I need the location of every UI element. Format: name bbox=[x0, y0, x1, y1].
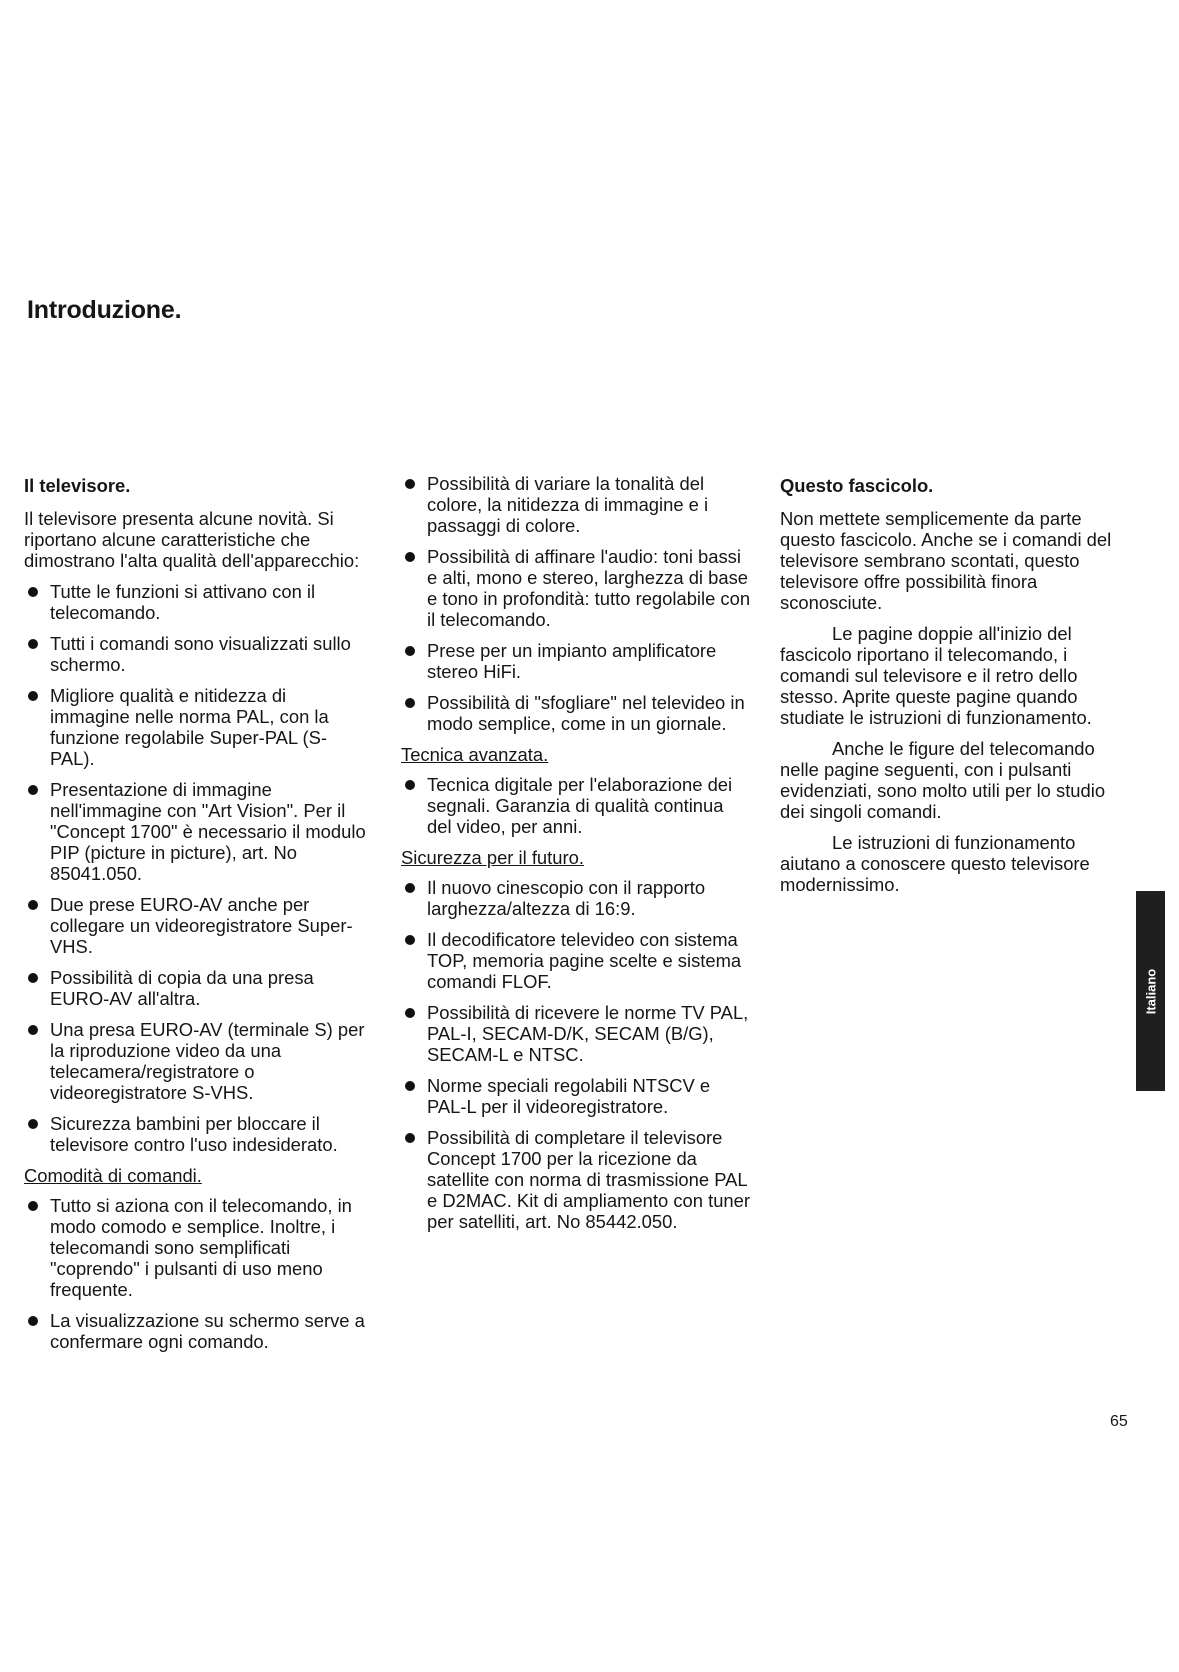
page-number: 65 bbox=[1110, 1413, 1128, 1430]
comodita-list bbox=[24, 1195, 369, 1352]
paragraph: Anche le figure del telecomando nelle pagine seguenti, con i pulsanti evidenziati, sono molto utili per lo studio dei singoli comandi. bbox=[780, 738, 1106, 822]
list-item: Possibilità di ricevere le norme TV PAL, PAL-I, SECAM-D/K, SECAM (B/G), SECAM-L e NTSC. bbox=[401, 1002, 753, 1065]
list-item: Tecnica digitale per l'elaborazione dei segnali. Garanzia di qualità continua del video, per anni. bbox=[401, 774, 753, 837]
list-item: Prese per un impianto amplificatore stereo HiFi. bbox=[401, 640, 753, 682]
list-item: Possibilità di affinare l'audio: toni bassi e alti, mono e stereo, larghezza di base e tono in profondità: tutto regolabile con il telecomando. bbox=[401, 546, 753, 630]
sicurezza-list bbox=[401, 877, 753, 1232]
list-item: Possibilità di variare la tonalità del colore, la nitidezza di immagine e i passaggi di colore. bbox=[401, 473, 753, 536]
page-title: Introduzione. bbox=[27, 296, 182, 324]
language-tab-label: Italiano bbox=[1143, 968, 1159, 1014]
list-item: La visualizzazione su schermo serve a confermare ogni comando. bbox=[24, 1310, 369, 1352]
paragraph: Non mettete semplicemente da parte questo fascicolo. Anche se i comandi del televisore sembrano scontati, questo televisore offre possibilità finora sconosciute. bbox=[780, 508, 1112, 613]
paragraph: Le istruzioni di funzionamento aiutano a conoscere questo televisore modernissimo. bbox=[780, 832, 1090, 895]
feature-list-continued bbox=[401, 473, 753, 734]
list-item: Due prese EURO-AV anche per collegare un videoregistratore Super-VHS. bbox=[24, 894, 369, 957]
list-item: Presentazione di immagine nell'immagine con "Art Vision". Per il "Concept 1700" è necessario il modulo PIP (picture in picture), art. No 85041.050. bbox=[24, 779, 369, 884]
list-item: Il decodificatore televideo con sistema TOP, memoria pagine scelte e sistema comandi FLOF. bbox=[401, 929, 753, 992]
subheading-tecnica: Tecnica avanzata. bbox=[401, 744, 549, 765]
intro-paragraph: Il televisore presenta alcune novità. Si riportano alcune caratteristiche che dimostrano l'alta qualità dell'apparecchio: bbox=[24, 508, 360, 571]
list-item: Norme speciali regolabili NTSCV e PAL-L per il videoregistratore. bbox=[401, 1075, 753, 1117]
list-item: Possibilità di completare il televisore Concept 1700 per la ricezione da satellite con norma di trasmissione PAL e D2MAC. Kit di ampliamento con tuner per satelliti, art. No 85442.050. bbox=[401, 1127, 753, 1232]
paragraph: Le pagine doppie all'inizio del fascicolo riportano il telecomando, i comandi sul televisore e il retro dello stesso. Aprite queste pagine quando studiate le istruzioni di funzionamento. bbox=[780, 623, 1092, 728]
list-item: Tutte le funzioni si attivano con il telecomando. bbox=[24, 581, 369, 623]
list-item: Sicurezza bambini per bloccare il televisore contro l'uso indesiderato. bbox=[24, 1113, 369, 1155]
list-item: Migliore qualità e nitidezza di immagine nelle norma PAL, con la funzione regolabile Super-PAL (S-PAL). bbox=[24, 685, 369, 769]
list-item: Il nuovo cinescopio con il rapporto larghezza/altezza di 16:9. bbox=[401, 877, 753, 919]
section-heading-fascicolo: Questo fascicolo. bbox=[780, 475, 934, 496]
list-item: Possibilità di "sfogliare" nel televideo in modo semplice, come in un giornale. bbox=[401, 692, 753, 734]
subheading-comodita: Comodità di comandi. bbox=[24, 1165, 202, 1186]
language-tab bbox=[1136, 891, 1165, 1091]
list-item: Una presa EURO-AV (terminale S) per la riproduzione video da una telecamera/registratore o videoregistratore S-VHS. bbox=[24, 1019, 369, 1103]
list-item: Possibilità di copia da una presa EURO-AV all'altra. bbox=[24, 967, 369, 1009]
list-item: Tutto si aziona con il telecomando, in modo comodo e semplice. Inoltre, i telecomandi sono semplificati "coprendo" i pulsanti di uso meno frequente. bbox=[24, 1195, 369, 1300]
list-item: Tutti i comandi sono visualizzati sullo schermo. bbox=[24, 633, 369, 675]
column-right bbox=[780, 475, 1130, 905]
section-heading-televisore: Il televisore. bbox=[24, 475, 131, 496]
subheading-sicurezza: Sicurezza per il futuro. bbox=[401, 847, 584, 868]
feature-list bbox=[24, 581, 369, 1155]
tecnica-list bbox=[401, 774, 753, 837]
column-middle bbox=[401, 473, 753, 1242]
column-left bbox=[24, 475, 369, 1362]
